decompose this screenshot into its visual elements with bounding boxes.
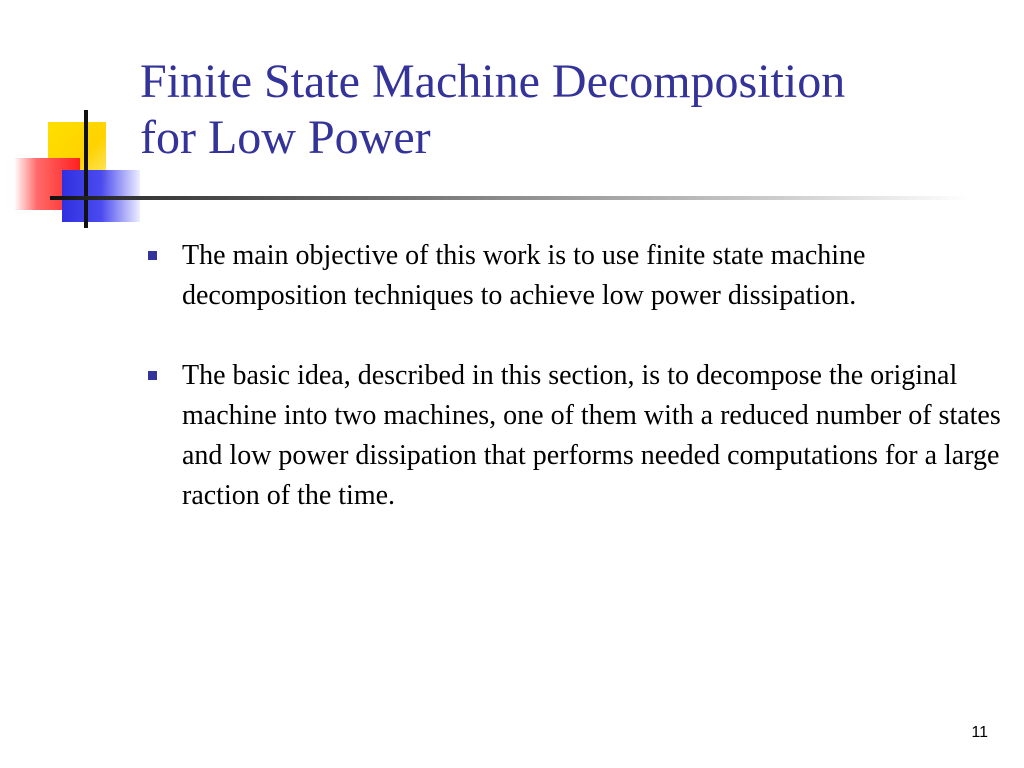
square-bullet-icon	[148, 371, 157, 380]
page-number: 11	[971, 724, 988, 741]
title-underline	[50, 196, 970, 200]
bullet-item	[142, 356, 1002, 516]
bullet-text: The basic idea, described in this section, is to decompose the original machine into two machines, one of them with a reduced number of states and low power dissipation that performs needed computations for a large raction of the time.	[182, 360, 1001, 511]
title-line-1: Finite State Machine Decomposition	[140, 55, 846, 108]
bullet-item	[142, 236, 1002, 316]
square-bullet-icon	[148, 251, 157, 260]
vertical-rule	[84, 110, 88, 228]
title-line-2: for Low Power	[140, 111, 431, 164]
bullet-list	[142, 236, 1002, 556]
bullet-text: The main objective of this work is to use finite state machine decomposition techniques to achieve low power dissipation.	[182, 240, 866, 311]
slide-title	[140, 54, 1010, 166]
decorative-logo	[0, 0, 160, 240]
